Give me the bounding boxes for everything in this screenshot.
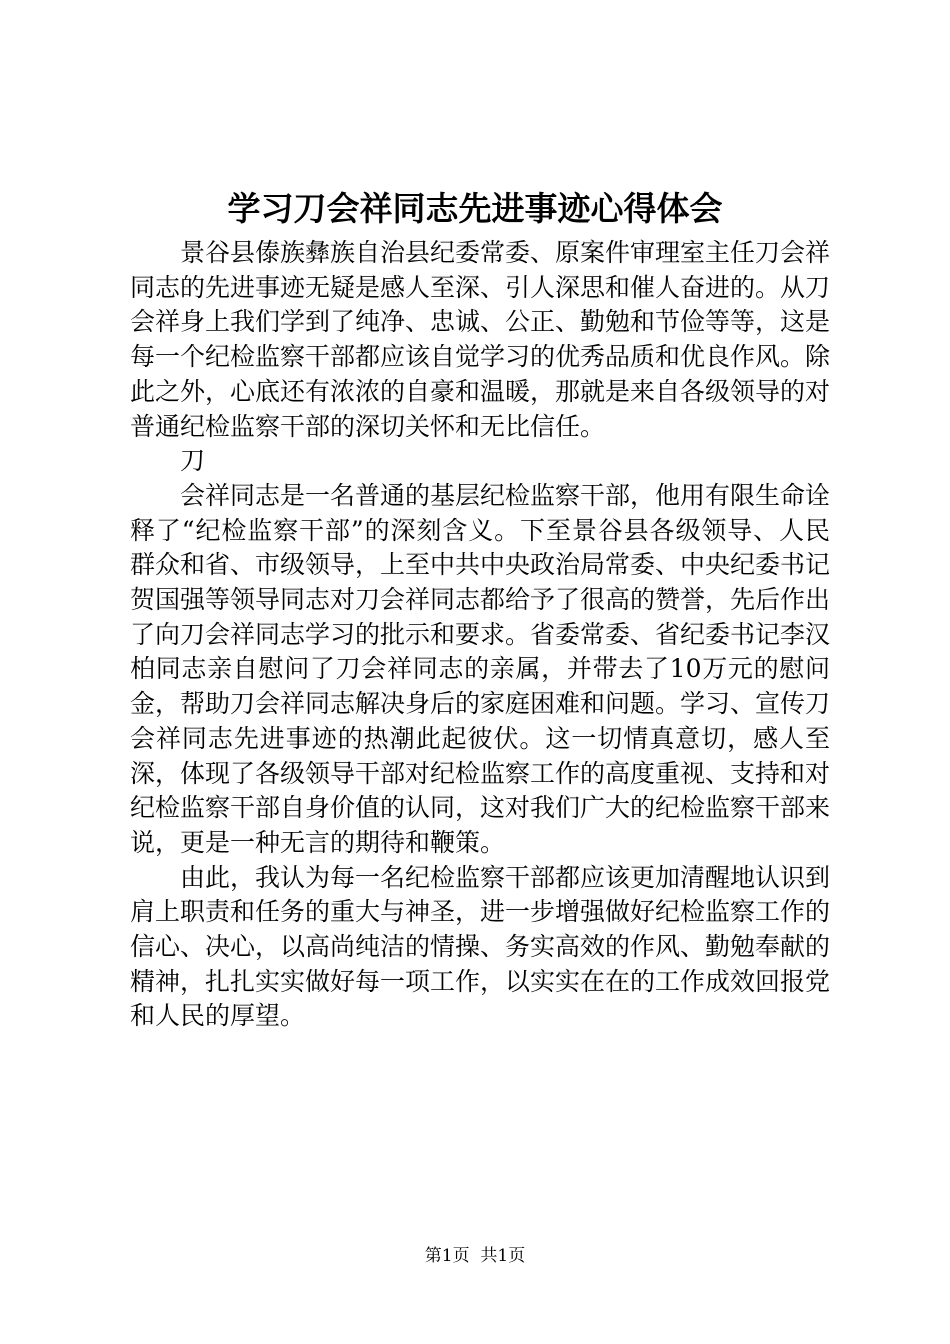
document-body [130,236,830,1034]
document-title: 学习刀会祥同志先进事迹心得体会 [227,189,723,228]
paragraph-1: 景谷县傣族彝族自治县纪委常委、原案件审理室主任刀会祥同志的先进事迹无疑是感人至深、引人深思和催人奋进的。从刀会祥身上我们学到了纯净、忠诚、公正、勤勉和节俭等等，这是每一个纪检监察干部都应该自觉学习的优秀品质和优良作风。除此之外，心底还有浓浓的自豪和温暖，那就是来自各级领导的对普通纪检监察干部的深切关怀和无比信任。 [130,238,831,441]
paragraph-3: 会祥同志是一名普通的基层纪检监察干部，他用有限生命诠释了“纪检监察干部”的深刻含义。下至景谷县各级领导、人民群众和省、市级领导，上至中共中央政治局常委、中央纪委书记贺国强等领导同志对刀会祥同志都给予了很高的赞誉，先后作出了向刀会祥同志学习的批示和要求。省委常委、省纪委书记李汉柏同志亲自慰问了刀会祥同志的亲属，并带去了10万元的慰问金，帮助刀会祥同志解决身后的家庭困难和问题。学习、宣传刀会祥同志先进事迹的热潮此起彼伏。这一切情真意切，感人至深，体现了各级领导干部对纪检监察工作的高度重视、支持和对纪检监察干部自身价值的认同，这对我们广大的纪检监察干部来说，更是一种无言的期待和鞭策。 [130,480,831,857]
page-number: 第1页 [424,1246,470,1266]
paragraph-2: 刀 [180,446,206,476]
paragraph-4: 由此，我认为每一名纪检监察干部都应该更加清醒地认识到肩上职责和任务的重大与神圣，进一步增强做好纪检监察工作的信心、决心，以高尚纯洁的情操、务实高效的作风、勤勉奉献的精神，扎扎实实做好每一项工作，以实实在在的工作成效回报党和人民的厚望。 [130,862,831,1031]
page-footer [0,1244,950,1268]
page-total: 共1页 [480,1246,526,1266]
footer-separator [470,1246,481,1266]
